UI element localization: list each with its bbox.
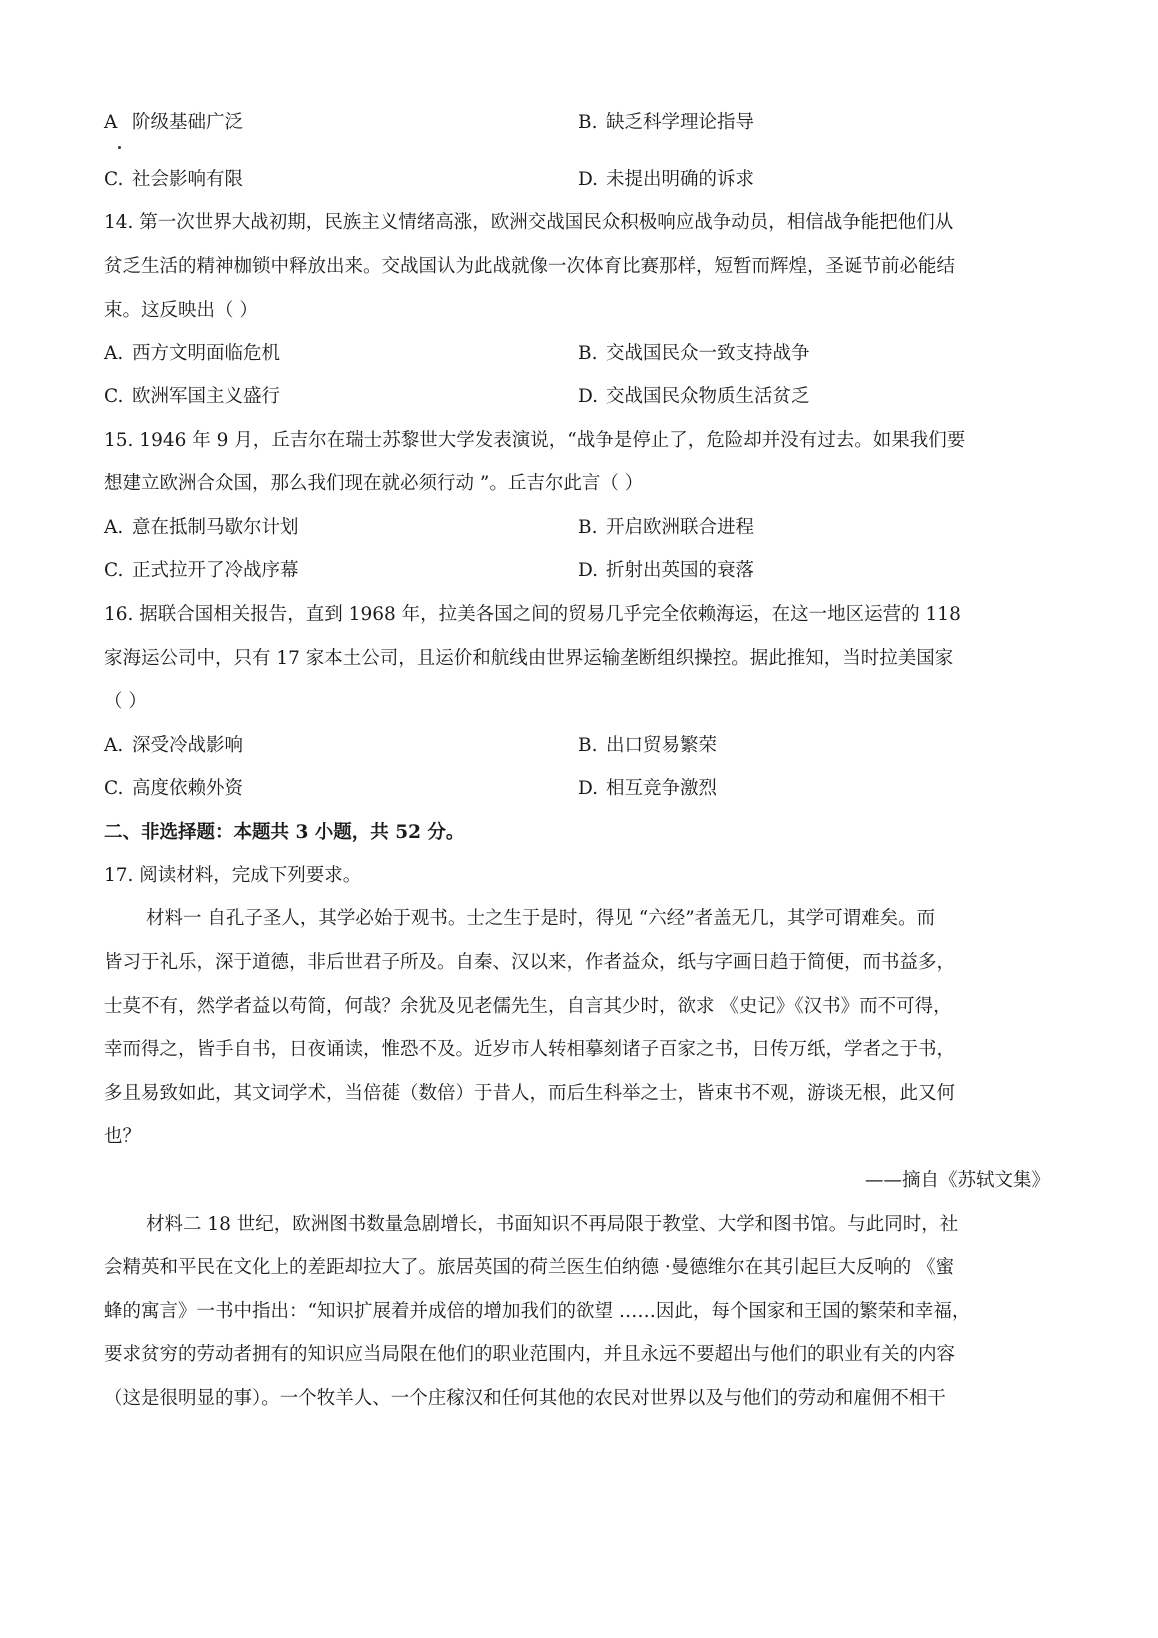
q16-option-a[interactable] [104,737,243,756]
option-letter: C. [104,386,124,407]
material-1-line-2: 皆习于礼乐，深于道德，非后世君子所及。自秦、汉以来，作者益众，纸与字画日趋于简便，而书益多， [104,952,956,973]
option-letter: C. [104,778,124,799]
section-2-heading: 二、非选择题：本题共 3 小题，共 52 分。 [104,822,465,843]
option-letter: D. [578,169,599,190]
option-text: 深受冷战影响 [132,735,244,756]
q13-option-b[interactable] [578,114,754,133]
option-text: 交战国民众一致支持战争 [606,343,810,364]
q14-option-d[interactable] [578,388,810,407]
option-letter: A. [104,517,124,538]
option-text: 阶级基础广泛 [132,112,244,133]
option-letter: A. [104,735,124,756]
material-1-line-1: 材料一 自孔子圣人，其学必始于观书。士之生于是时，得见 “六经”者盖无几，其学可谓难矣。而 [146,908,936,929]
q16-stem-line-2: 家海运公司中，只有 17 家本土公司，且运价和航线由世界运输垄断组织操控。据此推知，当时拉美国家 [104,648,954,669]
material-1-line-4: 幸而得之，皆手自书，日夜诵读，惟恐不及。近岁市人转相摹刻诸子百家之书，日传万纸，学者之于书， [104,1039,956,1060]
option-text: 折射出英国的衰落 [606,560,755,581]
q16-option-b[interactable] [578,737,717,756]
material-2-line-4: 要求贫穷的劳动者拥有的知识应当局限在他们的职业范围内，并且永远不要超出与他们的职业有关的内容 [104,1344,956,1365]
q15-option-b[interactable] [578,519,754,538]
material-2-line-1: 材料二 18 世纪，欧洲图书数量急剧增长，书面知识不再局限于教堂、大学和图书馆。与此同时，社 [146,1214,959,1235]
q16-option-d[interactable] [578,780,717,799]
option-letter: A. [104,343,124,364]
option-letter: B. [578,112,598,133]
material-1-line-5: 多且易致如此，其文词学术，当倍蓰（数倍）于昔人，而后生科举之士，皆束书不观，游谈无根，此又何 [104,1083,956,1104]
stray-dot [118,146,121,149]
q16-option-c[interactable] [104,780,243,799]
option-text: 欧洲军国主义盛行 [132,386,281,407]
option-text: 开启欧洲联合进程 [606,517,755,538]
q14-stem-line-1: 14. 第一次世界大战初期，民族主义情绪高涨，欧洲交战国民众积极响应战争动员，相信战争能把他们从 [104,212,954,233]
q15-stem-line-1: 15. 1946 年 9 月，丘吉尔在瑞士苏黎世大学发表演说，“战争是停止了，危险却并没有过去。如果我们要 [104,430,966,451]
q13-option-c[interactable] [104,171,243,190]
q17-intro: 17. 阅读材料，完成下列要求。 [104,865,362,886]
q13-option-a[interactable] [104,114,243,133]
q14-stem-line-3: 束。这反映出（ ） [104,300,258,321]
option-text: 出口贸易繁荣 [606,735,718,756]
material-1-line-6: 也？ [104,1126,142,1147]
option-text: 缺乏科学理论指导 [606,112,755,133]
option-letter: B. [578,735,598,756]
option-text: 相互竞争激烈 [606,778,718,799]
q15-option-d[interactable] [578,562,754,581]
option-letter: B. [578,517,598,538]
option-letter: A [104,112,118,133]
q16-stem-line-1: 16. 据联合国相关报告，直到 1968 年，拉美各国之间的贸易几乎完全依赖海运，在这一地区运营的 118 [104,604,961,625]
q14-option-a[interactable] [104,345,280,364]
option-letter: D. [578,386,599,407]
option-text: 社会影响有限 [132,169,244,190]
option-text: 高度依赖外资 [132,778,244,799]
q16-stem-line-3: （ ） [104,691,147,712]
option-letter: B. [578,343,598,364]
q15-stem-line-2: 想建立欧洲合众国，那么我们现在就必须行动 ”。丘吉尔此言（ ） [104,473,644,494]
option-text: 未提出明确的诉求 [606,169,755,190]
q14-option-c[interactable] [104,388,280,407]
material-2-line-3: 蜂的寓言》一书中指出：“知识扩展着并成倍的增加我们的欲望 ……因此，每个国家和王国的繁荣和幸福， [104,1301,971,1322]
option-text: 意在抵制马歇尔计划 [132,517,299,538]
q15-option-a[interactable] [104,519,299,538]
option-letter: C. [104,560,124,581]
option-text: 交战国民众物质生活贫乏 [606,386,810,407]
option-text: 正式拉开了冷战序幕 [132,560,299,581]
material-2-line-2: 会精英和平民在文化上的差距却拉大了。旅居英国的荷兰医生伯纳德 ·曼德维尔在其引起巨大反响的 《蜜 [104,1257,955,1278]
q14-option-b[interactable] [578,345,810,364]
option-letter: C. [104,169,124,190]
material-1-source: ——摘自《苏轼文集》 [864,1170,1050,1191]
option-text: 西方文明面临危机 [132,343,281,364]
q14-stem-line-2: 贫乏生活的精神枷锁中释放出来。交战国认为此战就像一次体育比赛那样，短暂而辉煌，圣诞节前必能结 [104,256,956,277]
q13-option-d[interactable] [578,171,754,190]
material-2-line-5: （这是很明显的事）。一个牧羊人、一个庄稼汉和任何其他的农民对世界以及与他们的劳动和雇佣不相干 [104,1388,946,1409]
option-letter: D. [578,560,599,581]
material-1-line-3: 士莫不有，然学者益以苟简，何哉？余犹及见老儒先生，自言其少时，欲求 《史记》《汉书》而不可得， [104,996,952,1017]
option-letter: D. [578,778,599,799]
q15-option-c[interactable] [104,562,299,581]
